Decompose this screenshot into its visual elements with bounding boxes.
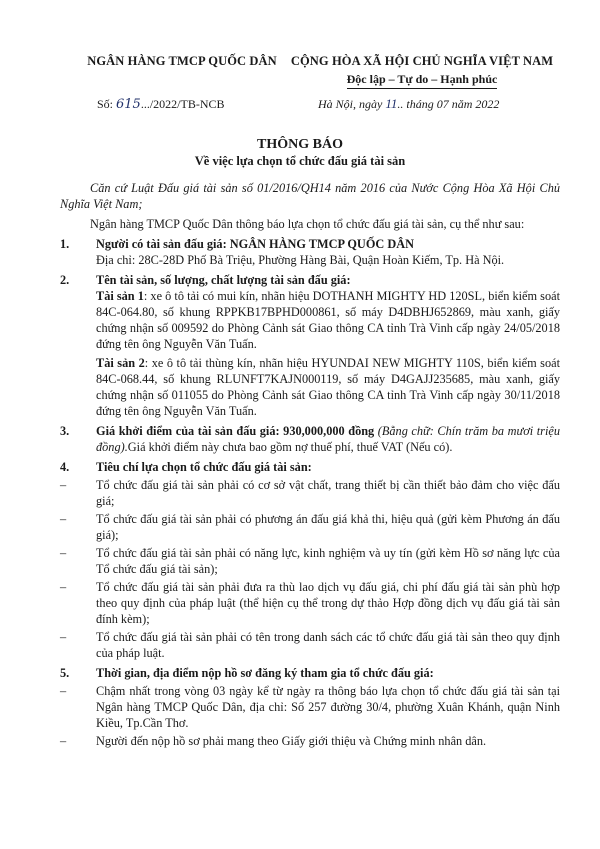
criterion-text: Tổ chức đấu giá tài sản phải đưa ra thù lao dịch vụ đấu giá, chi phí đấu giá tài sản phù hợp theo quy định của pháp luật (thể hiện cụ thể trong dự thảo Hợp đồng dịch vụ đấu giá tài sản đính kèm); (96, 580, 560, 626)
starting-price (96, 423, 560, 455)
section-heading: Giá khởi điểm của tài sản đấu giá: 930,000,000 đồng (96, 424, 375, 438)
issuer-name: NGÂN HÀNG TMCP QUỐC DÂN (87, 54, 277, 68)
section-1 (60, 236, 560, 252)
bullet-dash: – (60, 478, 67, 492)
section-number: 5. (60, 666, 70, 680)
document-date (318, 96, 499, 112)
legal-basis: Căn cứ Luật Đấu giá tài sản số 01/2016/QH14 năm 2016 của Nước Cộng Hòa Xã Hội Chủ Nghĩa Việt Nam; (60, 181, 560, 211)
submission-text: Chậm nhất trong vòng 03 ngày kể từ ngày ra thông báo lựa chọn tổ chức đấu giá tài sản tại Ngân hàng TMCP Quốc Dân, địa chỉ: Số 257 đường 30/4, phường Xuân Khánh, quận Ninh Kiều, Tp.Cần Thơ. (96, 684, 560, 730)
section-4 (60, 459, 560, 475)
asset-label: Tài sản 1 (96, 289, 144, 303)
submission-text: Người đến nộp hồ sơ phải mang theo Giấy giới thiệu và Chứng minh nhân dân. (96, 734, 487, 748)
bullet-dash: – (60, 630, 67, 644)
list-item (60, 683, 560, 731)
document-body (60, 180, 560, 749)
country-name: CỘNG HÒA XÃ HỘI CHỦ NGHĨA VIỆT NAM (290, 54, 554, 68)
asset-label: Tài sản 2 (96, 356, 145, 370)
document-number (97, 96, 225, 113)
docno-suffix: .../2022/TB-NCB (140, 97, 225, 111)
date-suffix: .. tháng 07 năm 2022 (397, 97, 500, 111)
section-number: 4. (60, 460, 70, 474)
list-item (60, 629, 560, 661)
bullet-dash: – (60, 580, 67, 594)
list-item (60, 477, 560, 509)
criterion-text: Tổ chức đấu giá tài sản phải có cơ sở vật chất, trang thiết bị cần thiết bảo đảm cho việc đấu giá; (96, 478, 560, 508)
bullet-dash: – (60, 512, 67, 526)
asset-1 (60, 288, 560, 352)
list-item (60, 545, 560, 577)
section-2 (60, 272, 560, 288)
list-item (60, 579, 560, 627)
section-heading: Người có tài sản đấu giá: NGÂN HÀNG TMCP QUỐC DÂN (96, 237, 414, 251)
document-title: THÔNG BÁO (257, 137, 343, 152)
owner-address: Địa chỉ: 28C-28D Phố Bà Triệu, Phường Hàng Bài, Quận Hoàn Kiếm, Tp. Hà Nội. (96, 253, 505, 267)
docno-prefix: Số: (97, 97, 117, 111)
price-in-words: (Bằng chữ: Chín trăm ba mươi triệu đồng). (96, 424, 560, 454)
date-handwritten: 11 (385, 96, 398, 111)
national-motto: Độc lập – Tự do – Hạnh phúc (347, 71, 498, 89)
section-number: 1. (60, 237, 70, 251)
criterion-text: Tổ chức đấu giá tài sản phải có tên trong danh sách các tổ chức đấu giá tài sản theo quy định của pháp luật. (96, 630, 560, 660)
section-3 (60, 423, 560, 455)
list-item (60, 733, 560, 749)
section-heading: Tên tài sản, số lượng, chất lượng tài sản đấu giá: (96, 273, 351, 287)
bullet-dash: – (60, 684, 67, 698)
criterion-text: Tổ chức đấu giá tài sản phải có năng lực, kinh nghiệm và uy tín (gửi kèm Hồ sơ năng lực của Tổ chức đấu giá tài sản); (96, 546, 560, 576)
bullet-dash: – (60, 734, 67, 748)
section-heading: Thời gian, địa điểm nộp hồ sơ đăng ký tham gia tổ chức đấu giá: (96, 666, 434, 680)
national-header (282, 53, 562, 89)
price-note: Giá khởi điểm này chưa bao gồm nợ thuế phí, thuế VAT (Nếu có). (127, 440, 453, 454)
section-5 (60, 665, 560, 681)
criterion-text: Tổ chức đấu giá tài sản phải có phương án đấu giá khả thi, hiệu quả (gửi kèm Phương án đấu giá); (96, 512, 560, 542)
bullet-dash: – (60, 546, 67, 560)
asset-2 (60, 355, 560, 419)
section-heading: Tiêu chí lựa chọn tổ chức đấu giá tài sản: (96, 460, 312, 474)
list-item (60, 511, 560, 543)
document-subtitle: Về việc lựa chọn tổ chức đấu giá tài sản (194, 154, 406, 168)
docno-handwritten: 615 (116, 97, 141, 112)
section-number: 3. (60, 424, 70, 438)
section-number: 2. (60, 273, 70, 287)
intro-paragraph: Ngân hàng TMCP Quốc Dân thông báo lựa chọn tổ chức đấu giá tài sản, cụ thể như sau: (90, 217, 525, 231)
date-prefix: Hà Nội, ngày (318, 97, 386, 111)
asset-description: : xe ô tô tải có mui kín, nhãn hiệu DOTHANH MIGHTY HD 120SL, biển kiểm soát 84C-064.80, số khung RPPKB17BPHD000861, số máy D4DBHJ652869, màu xanh, giấy chứng nhận số 009592 do Phòng Cảnh sát Giao thông CA tỉnh Trà Vinh cấp ngày 24/05/2018 đứng tên ông Nguyễn Văn Tuấn. (96, 289, 560, 351)
asset-description: : xe ô tô tải thùng kín, nhãn hiệu HYUNDAI NEW MIGHTY 110S, biển kiểm soát 84C-068.44, số khung RLUNFT7KAJN000119, số máy D4GAJJ235685, màu xanh, giấy chứng nhận số 011055 do Phòng Cảnh sát Giao thông CA tỉnh Trà Vinh cấp ngày 30/11/2018 đứng tên ông Nguyễn Văn Tuấn. (96, 356, 560, 418)
issuer-header (62, 53, 302, 69)
